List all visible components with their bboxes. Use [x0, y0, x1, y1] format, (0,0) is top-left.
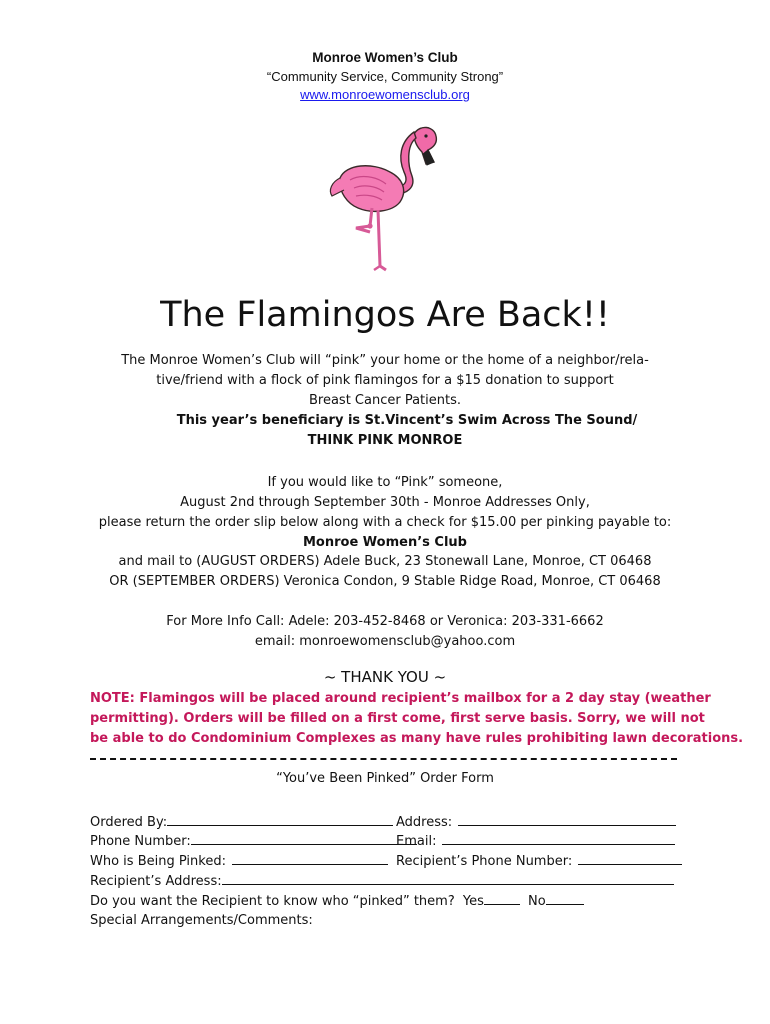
special-arrangements-label: Special Arrangements/Comments: — [90, 913, 313, 928]
recipient-phone-row — [396, 852, 682, 871]
order-form-title: “You’ve Been Pinked” Order Form — [276, 771, 494, 786]
cut-line-divider — [90, 758, 677, 760]
club-tagline: “Community Service, Community Strong” — [266, 69, 504, 84]
recipient-address-field[interactable] — [222, 872, 674, 885]
recipient-address-label: Recipient’s Address: — [90, 874, 222, 889]
who-pinked-row — [90, 852, 388, 871]
email-field[interactable] — [442, 832, 675, 845]
contact-phones: For More Info Call: Adele: 203-452-8468 or Veronica: 203-331-6662 — [166, 614, 604, 629]
note-line-2: permitting). Orders will be filled on a first come, first serve basis. Sorry, we will not — [90, 711, 705, 726]
ordered-by-row — [90, 813, 393, 832]
details-line-1: If you would like to “Pink” someone, — [267, 475, 503, 490]
no-label: No — [528, 894, 546, 909]
recipient-phone-label: Recipient’s Phone Number: — [396, 854, 573, 869]
mail-september-address: OR (SEPTEMBER ORDERS) Veronica Condon, 9 Stable Ridge Road, Monroe, CT 06468 — [109, 574, 661, 589]
who-pinked-field[interactable] — [232, 852, 388, 865]
details-line-3: please return the order slip below along with a check for $15.00 per pinking payable to: — [98, 515, 672, 530]
page-title: The Flamingos Are Back!! — [160, 295, 610, 335]
intro-line-2: tive/friend with a flock of pink flamingos for a $15 donation to support — [156, 373, 614, 388]
ordered-by-label: Ordered By: — [90, 815, 168, 830]
special-arrangements-row — [90, 912, 313, 930]
club-name: Monroe Women’s Club — [312, 50, 458, 65]
recipient-address-row — [90, 872, 674, 891]
phone-row — [90, 832, 417, 851]
beneficiary-line-1: This year’s beneficiary is St.Vincent’s Swim Across The Sound/ — [176, 413, 638, 428]
payee-name: Monroe Women’s Club — [303, 535, 467, 550]
flamingo-icon — [326, 116, 446, 276]
address-row — [396, 813, 676, 832]
thank-you-heading: ~ THANK YOU ~ — [323, 668, 447, 686]
intro-line-1: The Monroe Women’s Club will “pink” your home or the home of a neighbor/rela- — [121, 353, 649, 368]
note-line-3: be able to do Condominium Complexes as many have rules prohibiting lawn decorations. — [90, 731, 744, 746]
who-pinked-label: Who is Being Pinked: — [90, 854, 226, 869]
email-label: Email: — [396, 834, 437, 849]
intro-line-3: Breast Cancer Patients. — [308, 393, 462, 408]
know-who-label: Do you want the Recipient to know who “pinked” them? — [90, 894, 455, 909]
ordered-by-field[interactable] — [167, 813, 393, 826]
yes-label: Yes — [462, 894, 484, 909]
phone-label: Phone Number: — [90, 834, 191, 849]
no-field[interactable] — [546, 892, 584, 905]
email-row — [396, 832, 675, 851]
yes-field[interactable] — [484, 892, 520, 905]
details-line-2: August 2nd through September 30th - Monroe Addresses Only, — [180, 495, 590, 510]
mail-august-address: and mail to (AUGUST ORDERS) Adele Buck, 23 Stonewall Lane, Monroe, CT 06468 — [118, 554, 652, 569]
club-website-link[interactable]: www.monroewomensclub.org — [300, 87, 470, 102]
know-who-row — [90, 892, 584, 911]
address-field[interactable] — [458, 813, 676, 826]
phone-field[interactable] — [191, 832, 417, 845]
recipient-phone-field[interactable] — [578, 852, 682, 865]
address-label: Address: — [396, 815, 453, 830]
note-line-1: NOTE: Flamingos will be placed around recipient’s mailbox for a 2 day stay (weather — [90, 691, 711, 706]
contact-email: email: monroewomensclub@yahoo.com — [254, 634, 516, 649]
beneficiary-line-2: THINK PINK MONROE — [307, 433, 463, 448]
